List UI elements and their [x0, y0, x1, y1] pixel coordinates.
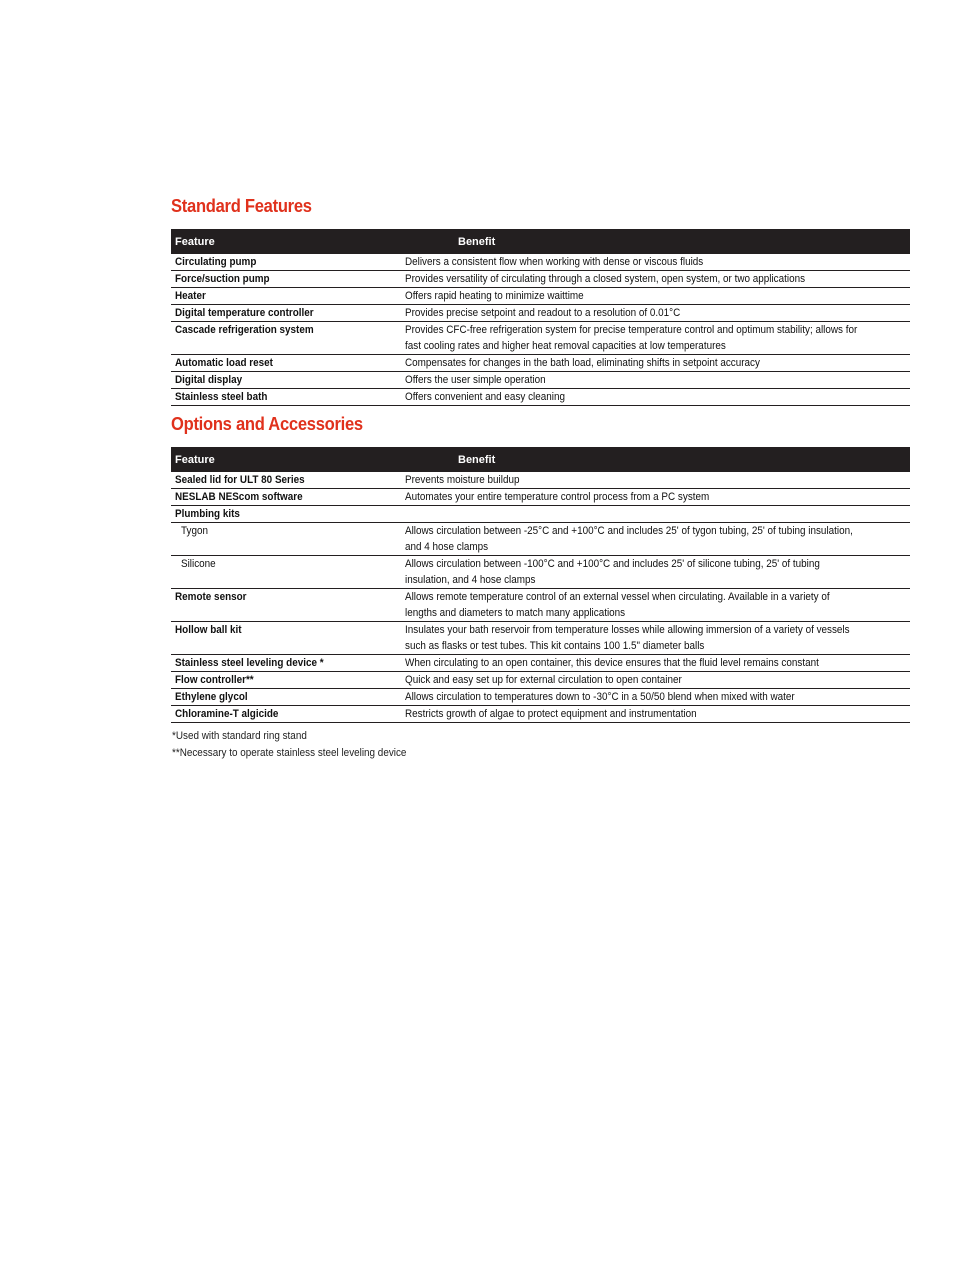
benefit-cell: Provides precise setpoint and readout to a resolution of 0.01°C	[405, 307, 681, 319]
table-row	[171, 689, 910, 706]
benefit-cell: Delivers a consistent flow when working with dense or viscous fluids	[405, 256, 704, 268]
benefit-cell: Offers rapid heating to minimize waittime	[405, 290, 584, 302]
benefit-cell: Allows circulation to temperatures down to -30°C in a 50/50 blend when mixed with water	[405, 691, 795, 703]
feature-cell: Digital temperature controller	[175, 307, 314, 319]
feature-cell: Cascade refrigeration system	[175, 324, 314, 336]
benefit-cell: Allows circulation between -25°C and +100°C and includes 25' of tygon tubing, 25' of tubing insulation, and 4 hose clamps	[405, 525, 853, 553]
feature-cell: NESLAB NEScom software	[175, 491, 303, 503]
options-table	[171, 447, 910, 723]
feature-cell: Flow controller**	[175, 674, 254, 686]
table-row	[171, 706, 910, 723]
feature-cell: Stainless steel leveling device *	[175, 657, 324, 669]
table-row	[171, 288, 910, 305]
feature-cell: Ethylene glycol	[175, 691, 248, 703]
benefit-column-header: Benefit	[458, 235, 496, 248]
standard-features-table	[171, 229, 910, 406]
options-title: Options and Accessories	[171, 414, 363, 434]
table-row	[171, 472, 910, 489]
feature-cell: Remote sensor	[175, 591, 247, 603]
benefit-cell: Allows remote temperature control of an external vessel when circulating. Available in a variety of lengths and diameters to match many applications	[405, 591, 830, 619]
table-row	[171, 254, 910, 271]
benefit-cell: Prevents moisture buildup	[405, 474, 520, 486]
benefit-cell: Provides versatility of circulating through a closed system, open system, or two applications	[405, 273, 806, 285]
benefit-cell: Compensates for changes in the bath load, eliminating shifts in setpoint accuracy	[405, 357, 760, 369]
feature-cell: Force/suction pump	[175, 273, 270, 285]
benefit-cell: Offers convenient and easy cleaning	[405, 391, 565, 403]
table-row	[171, 523, 910, 556]
feature-cell: Circulating pump	[175, 256, 257, 268]
table-row	[171, 655, 910, 672]
feature-cell: Tygon	[181, 525, 208, 537]
benefit-cell: Allows circulation between -100°C and +100°C and includes 25' of silicone tubing, 25' of tubing insulation, and 4 hose clamps	[405, 558, 820, 586]
feature-column-header: Feature	[175, 453, 215, 466]
feature-cell: Silicone	[181, 558, 216, 570]
table-row	[171, 271, 910, 288]
feature-cell: Stainless steel bath	[175, 391, 268, 403]
feature-column-header: Feature	[175, 235, 215, 248]
feature-cell: Sealed lid for ULT 80 Series	[175, 474, 305, 486]
table-header	[171, 229, 910, 254]
table-row	[171, 672, 910, 689]
benefit-column-header: Benefit	[458, 453, 496, 466]
table-row	[171, 372, 910, 389]
benefit-cell: When circulating to an open container, this device ensures that the fluid level remains constant	[405, 657, 819, 669]
footnote: *Used with standard ring stand	[172, 730, 307, 742]
table-row	[171, 355, 910, 372]
feature-cell: Heater	[175, 290, 206, 302]
table-header	[171, 447, 910, 472]
benefit-cell: Offers the user simple operation	[405, 374, 546, 386]
feature-cell: Plumbing kits	[175, 508, 240, 520]
table-row	[171, 389, 910, 406]
table-row	[171, 489, 910, 506]
benefit-cell: Restricts growth of algae to protect equipment and instrumentation	[405, 708, 697, 720]
table-row	[171, 556, 910, 589]
table-row	[171, 589, 910, 622]
benefit-cell: Insulates your bath reservoir from temperature losses while allowing immersion of a variety of vessels such as flasks or test tubes. This kit contains 100 1.5" diameter balls	[405, 624, 850, 652]
feature-cell: Automatic load reset	[175, 357, 273, 369]
table-row	[171, 622, 910, 655]
benefit-cell: Automates your entire temperature control process from a PC system	[405, 491, 710, 503]
footnote: **Necessary to operate stainless steel leveling device	[172, 747, 407, 759]
benefit-cell: Provides CFC-free refrigeration system for precise temperature control and optimum stability; allows for fast cooling rates and higher heat removal capacities at low temperatures	[405, 324, 858, 352]
feature-cell: Digital display	[175, 374, 243, 386]
feature-cell: Hollow ball kit	[175, 624, 242, 636]
table-row	[171, 322, 910, 355]
standard-features-title: Standard Features	[171, 196, 312, 216]
table-row	[171, 506, 910, 523]
benefit-cell: Quick and easy set up for external circulation to open container	[405, 674, 682, 686]
table-row	[171, 305, 910, 322]
feature-cell: Chloramine-T algicide	[175, 708, 279, 720]
